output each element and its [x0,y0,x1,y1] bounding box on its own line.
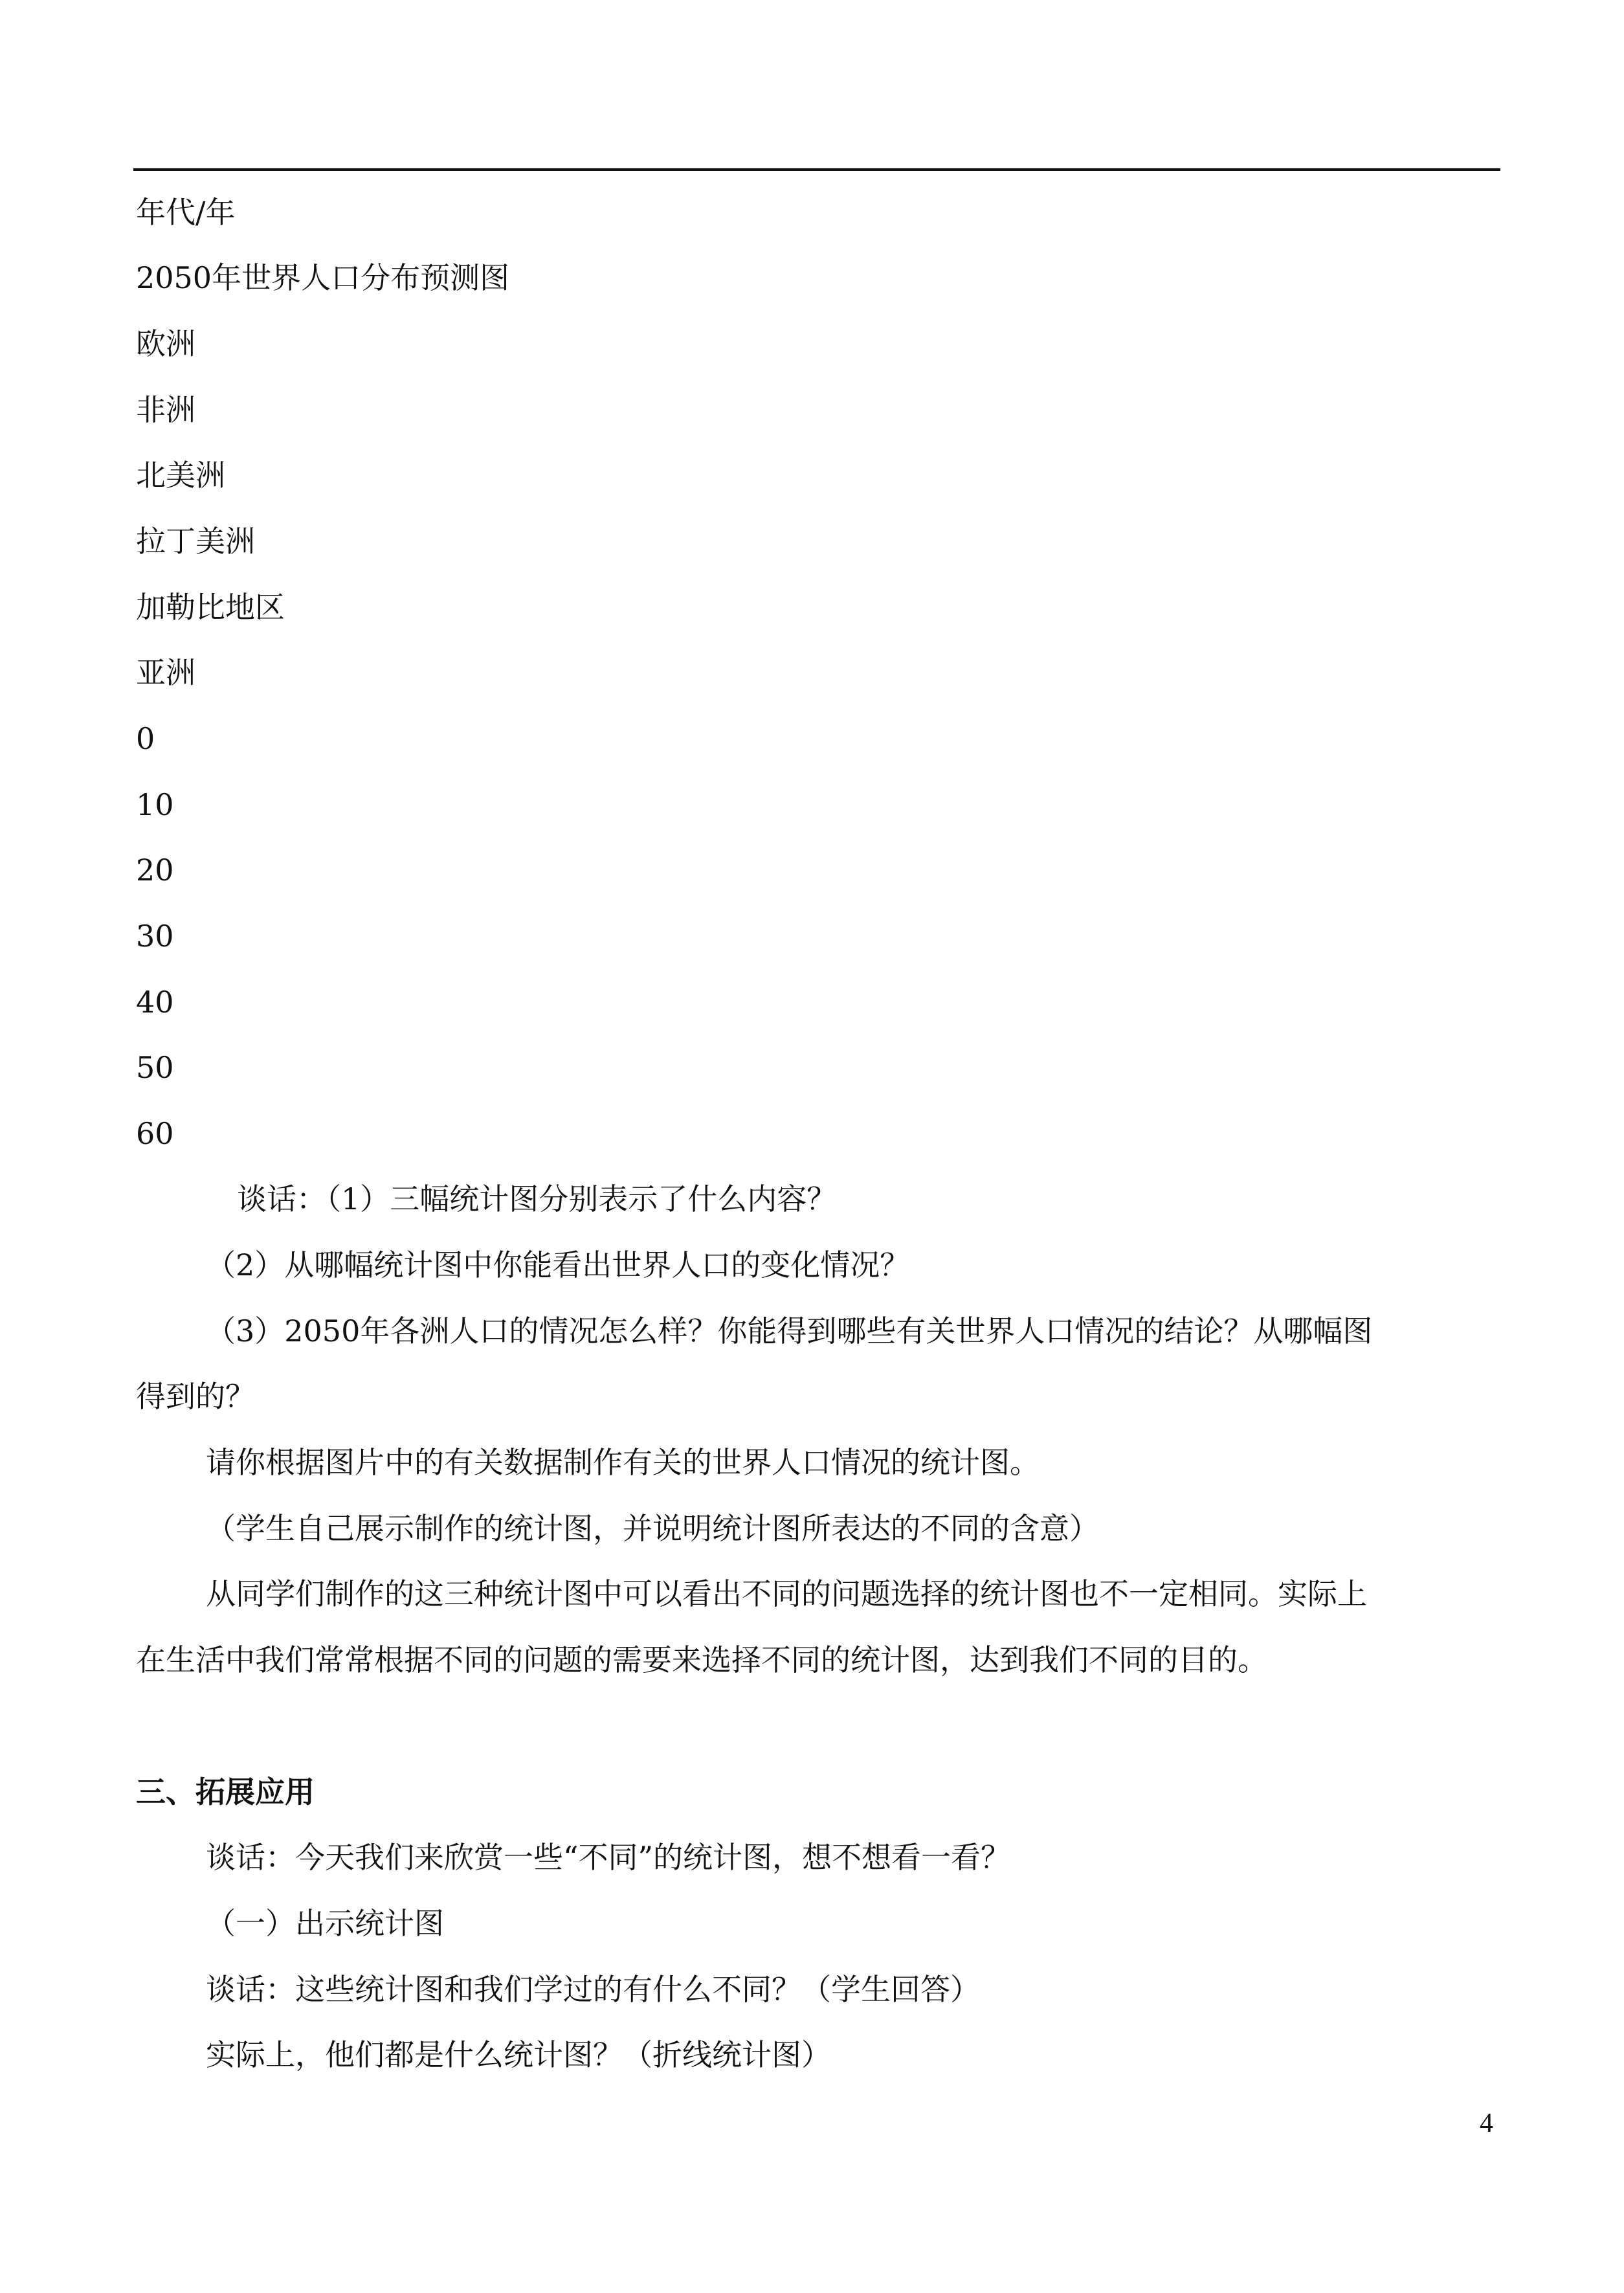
task-instruction: 请你根据图片中的有关数据制作有关的世界人口情况的统计图。 [206,1445,1040,1480]
summary-line2: 在生活中我们常常根据不同的问题的需要来选择不同的统计图，达到我们不同的目的。 [136,1642,1267,1677]
tick-label-0: 0 [136,721,155,756]
region-label-africa: 非洲 [136,392,195,427]
discussion-question-3-line1: （3）2050年各洲人口的情况怎么样？你能得到哪些有关世界人口情况的结论？从哪幅图 [206,1314,1373,1348]
summary-line1: 从同学们制作的这三种统计图中可以看出不同的问题选择的统计图也不一定相同。实际上 [206,1576,1367,1611]
tick-label-50: 50 [136,1050,174,1085]
x-axis-label: 年代/年 [136,195,236,230]
section-heading: 三、拓展应用 [136,1774,315,1809]
tick-label-10: 10 [136,787,174,822]
section-intro: 谈话：今天我们来欣赏一些“不同”的统计图，想不想看一看？ [206,1840,1011,1875]
region-label-caribbean: 加勒比地区 [136,590,285,625]
tick-label-40: 40 [136,985,174,1020]
region-label-north-america: 北美洲 [136,458,225,493]
discussion-question-2: （2）从哪幅统计图中你能看出世界人口的变化情况？ [206,1247,910,1282]
discussion-question-1: 谈话：（1）三幅统计图分别表示了什么内容？ [237,1181,837,1216]
region-label-europe: 欧洲 [136,326,195,361]
header-rule [133,168,1500,171]
section-question: 谈话：这些统计图和我们学过的有什么不同？（学生回答） [206,1972,980,2007]
tick-label-60: 60 [136,1116,174,1151]
page-number: 4 [1480,2108,1493,2138]
subsection-title: （一）出示统计图 [206,1906,444,1941]
student-note: （学生自己展示制作的统计图，并说明统计图所表达的不同的含意） [206,1511,1099,1546]
tick-label-20: 20 [136,853,174,888]
section-answer: 实际上，他们都是什么统计图？（折线统计图） [206,2037,831,2072]
tick-label-30: 30 [136,919,174,954]
discussion-question-3-line2: 得到的？ [136,1379,255,1414]
chart-title: 2050年世界人口分布预测图 [136,260,510,295]
region-label-asia: 亚洲 [136,655,195,690]
region-label-latin-america: 拉丁美洲 [136,524,255,559]
